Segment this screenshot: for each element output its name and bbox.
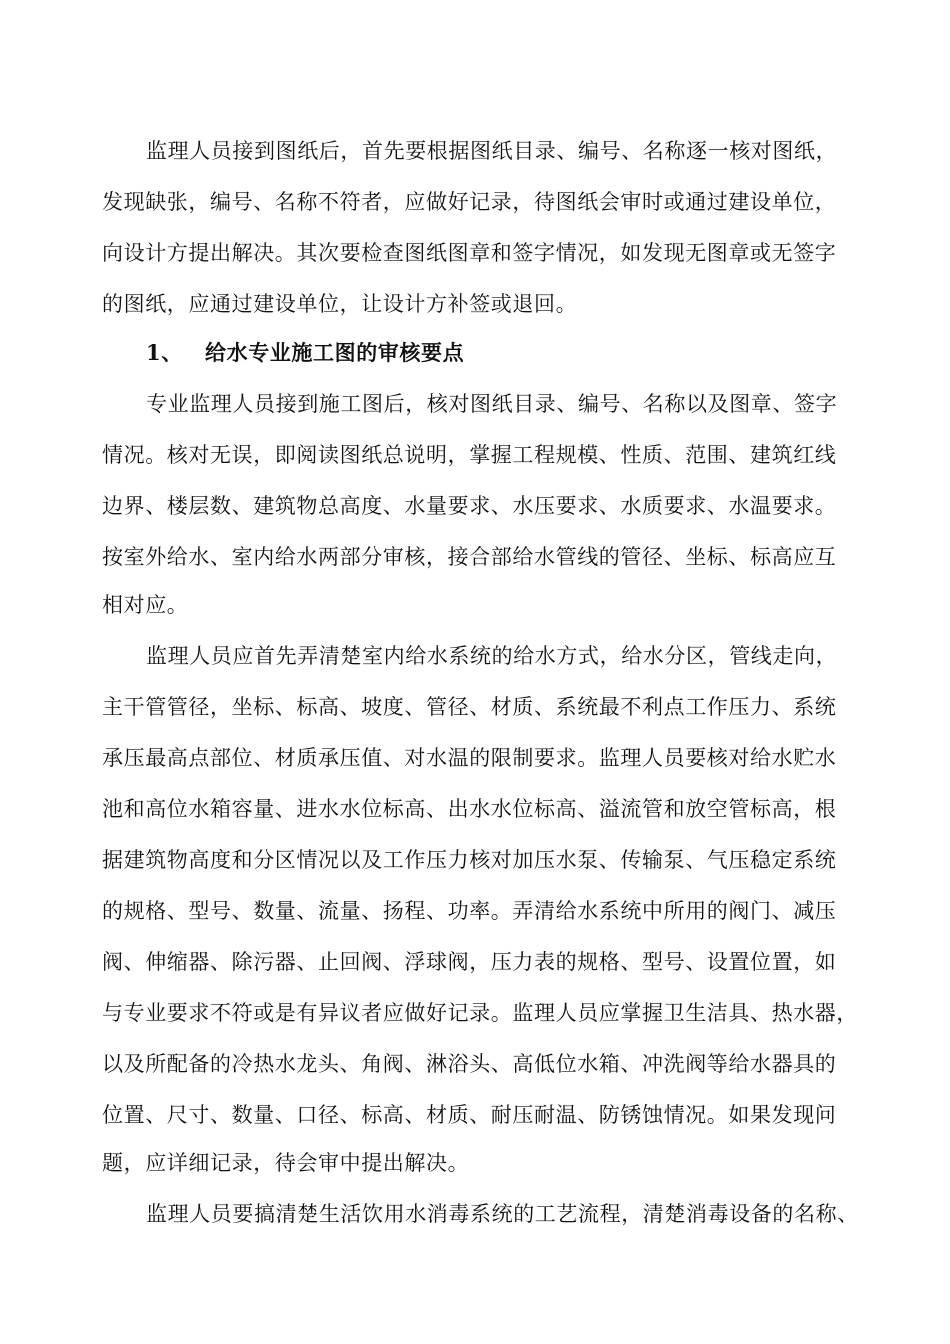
paragraph-line: 主干管管径，坐标、标高、坡度、管径、材质、系统最不利点工作压力、系统 xyxy=(102,695,837,719)
paragraph-line: 情况。核对无误，即阅读图纸总说明，掌握工程规模、性质、范围、建筑红线 xyxy=(102,443,837,467)
paragraph-line: 题，应详细记录，待会审中提出解决。 xyxy=(102,1151,470,1175)
paragraph-line: 边界、楼层数、建筑物总高度、水量要求、水压要求、水质要求、水温要求。 xyxy=(102,494,837,518)
paragraph-line: 监理人员要搞清楚生活饮用水消毒系统的工艺流程，清楚消毒设备的名称、 xyxy=(146,1202,859,1226)
heading-number: 1、 xyxy=(146,340,183,365)
paragraph-line: 的规格、型号、数量、流量、扬程、功率。弄清给水系统中所用的阀门、减压 xyxy=(102,899,837,923)
paragraph-line: 发现缺张，编号、名称不符者，应做好记录，待图纸会审时或通过建设单位， xyxy=(102,190,837,214)
paragraph-line: 以及所配备的冷热水龙头、角阀、淋浴头、高低位水箱、冲洗阀等给水器具的 xyxy=(102,1052,837,1076)
paragraph-line: 按室外给水、室内给水两部分审核，接合部给水管线的管径、坐标、标高应互 xyxy=(102,545,837,569)
paragraph-line: 的图纸，应通过建设单位，让设计方补签或退回。 xyxy=(102,292,578,316)
paragraph-line: 与专业要求不符或是有异议者应做好记录。监理人员应掌握卫生洁具、热水器， xyxy=(102,1001,858,1025)
paragraph-line: 监理人员应首先弄清楚室内给水系统的给水方式，给水分区，管线走向， xyxy=(146,644,838,668)
paragraph-line: 池和高位水箱容量、进水水位标高、出水水位标高、溢流管和放空管标高，根 xyxy=(102,797,837,821)
paragraph-line: 位置、尺寸、数量、口径、标高、材质、耐压耐温、防锈蚀情况。如果发现问 xyxy=(102,1103,837,1127)
heading-title: 给水专业施工图的审核要点 xyxy=(205,340,465,365)
paragraph-line: 监理人员接到图纸后，首先要根据图纸目录、编号、名称逐一核对图纸， xyxy=(146,139,838,163)
paragraph-line: 阀、伸缩器、除污器、止回阀、浮球阀，压力表的规格、型号、设置位置，如 xyxy=(102,950,837,974)
paragraph-line: 专业监理人员接到施工图后，核对图纸目录、编号、名称以及图章、签字 xyxy=(146,392,838,416)
paragraph-line: 承压最高点部位、材质承压值、对水温的限制要求。监理人员要核对给水贮水 xyxy=(102,746,837,770)
paragraph-line: 据建筑物高度和分区情况以及工作压力核对加压水泵、传输泵、气压稳定系统 xyxy=(102,848,837,872)
paragraph-line: 相对应。 xyxy=(102,593,189,617)
paragraph-line: 向设计方提出解决。其次要检查图纸图章和签字情况，如发现无图章或无签字 xyxy=(102,241,837,265)
